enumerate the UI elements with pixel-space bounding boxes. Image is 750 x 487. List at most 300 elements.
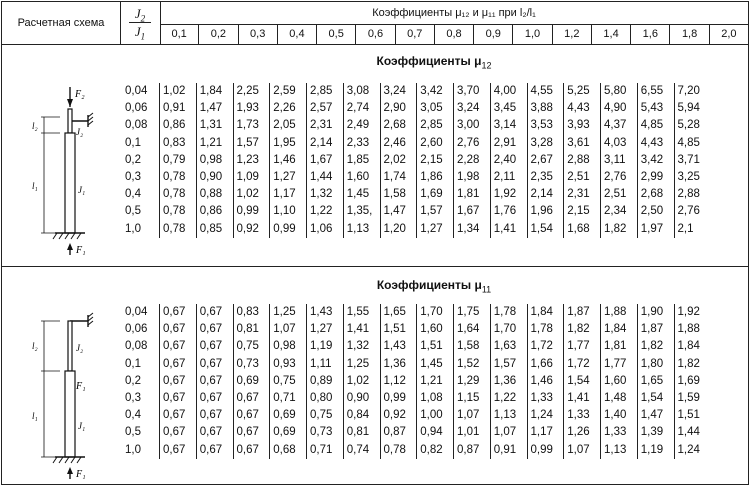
coefficient-cell: 1,96 xyxy=(528,203,565,220)
coefficient-cell: 0,67 xyxy=(160,390,197,407)
coefficient-cell: 1,67 xyxy=(307,152,344,169)
coefficient-cell: 2,34 xyxy=(601,203,638,220)
coefficient-cell: 0,75 xyxy=(307,407,344,424)
table-row xyxy=(120,117,748,134)
stiffness-ratio-cell: 0,4 xyxy=(120,407,160,424)
coefficient-cell: 0,67 xyxy=(160,424,197,441)
coefficient-cell: 5,94 xyxy=(677,102,700,115)
coefficient-cell: 2,51 xyxy=(564,169,601,186)
coefficient-cell: 0,78 xyxy=(160,221,197,238)
coefficient-cell: 1,41 xyxy=(344,321,381,338)
coefficient-cell: 1,35, xyxy=(344,203,381,220)
stiffness-ratio-cell: 0,2 xyxy=(120,373,160,390)
coefficient-cell: 1,95 xyxy=(270,135,307,152)
coefficient-cell: 1,41 xyxy=(564,390,601,407)
coefficient-cell: 2,76 xyxy=(601,169,638,186)
coefficient-cell: 2,57 xyxy=(307,100,344,117)
schema-column-header: Расчетная схема xyxy=(2,2,121,44)
arrowhead-icon xyxy=(67,99,73,107)
coefficient-cell: 0,71 xyxy=(270,390,307,407)
coefficient-cell: 0,67 xyxy=(197,338,234,355)
coefficient-cell: 1,54 xyxy=(638,390,675,407)
J2-label: J₂ xyxy=(76,343,84,353)
coefficient-cell: 0,67 xyxy=(234,390,271,407)
l2-label: l₂ xyxy=(32,341,38,351)
coefficient-cell: 1,68 xyxy=(564,221,601,238)
coefficient-cell: 0,91 xyxy=(491,442,528,459)
coefficient-cell: 1,58 xyxy=(381,186,418,203)
coefficient-cell: 1,09 xyxy=(234,169,271,186)
coefficient-cell: 7,20 xyxy=(677,85,700,97)
coefficient-cell: 6,55 xyxy=(638,83,675,100)
coefficient-cell: 1,07 xyxy=(454,407,491,424)
coefficient-cell: 1,43 xyxy=(381,338,418,355)
coefficient-cell: 1,97 xyxy=(638,221,675,238)
upper-column xyxy=(68,109,72,133)
coefficient-cell: 1,27 xyxy=(270,169,307,186)
stiffness-ratio-cell: 0,3 xyxy=(120,390,160,407)
coefficient-cell: 0,92 xyxy=(234,221,271,238)
coefficient-cell: 0,99 xyxy=(381,390,418,407)
coefficient-cell: 2,74 xyxy=(344,100,381,117)
upper-column xyxy=(68,321,72,371)
coefficient-cell: 1,31 xyxy=(197,117,234,134)
coefficient-cell: 1,82 xyxy=(638,338,675,355)
coefficient-cell: 0,73 xyxy=(234,356,271,373)
coefficient-cell: 0,78 xyxy=(160,203,197,220)
coefficient-cell: 1,36 xyxy=(381,356,418,373)
coefficient-cell: 0,87 xyxy=(454,442,491,459)
table-row xyxy=(120,390,748,407)
coefficient-cell: 1,46 xyxy=(528,373,565,390)
coefficient-cell: 4,37 xyxy=(601,117,638,134)
coefficient-cell: 1,54 xyxy=(528,221,565,238)
coefficient-cell: 1,87 xyxy=(564,304,601,321)
ratio-numerator: $J_2$ xyxy=(134,6,146,24)
coefficient-cell: 0,86 xyxy=(160,117,197,134)
coefficient-cell: 2,1 xyxy=(677,222,694,235)
coefficient-cell: 2,85 xyxy=(417,117,454,134)
coefficient-cell: 1,34 xyxy=(454,221,491,238)
coefficient-cell: 0,83 xyxy=(160,135,197,152)
coefficient-cell: 1,47 xyxy=(197,100,234,117)
coefficient-cell: 1,63 xyxy=(491,338,528,355)
coefficient-cell: 2,14 xyxy=(307,135,344,152)
l1-label: l₁ xyxy=(32,411,38,421)
coefficient-cell: 4,85 xyxy=(638,117,675,134)
ratio-denominator: $J_1$ xyxy=(134,24,146,42)
coefficient-cell: 1,65 xyxy=(381,304,418,321)
arrowhead-icon xyxy=(67,243,73,250)
coefficient-cell: 1,44 xyxy=(307,169,344,186)
coefficient-cell: 2,88 xyxy=(677,188,700,201)
stiffness-ratio-header xyxy=(120,2,161,44)
coefficient-cell: 2,26 xyxy=(270,100,307,117)
coefficient-cell: 1,69 xyxy=(677,374,700,387)
coefficient-cell: 1,22 xyxy=(491,390,528,407)
coefficient-cell: 3,25 xyxy=(677,170,700,183)
coefficient-cell: 1,84 xyxy=(601,321,638,338)
coefficient-cell: 0,88 xyxy=(197,186,234,203)
coefficient-cell: 1,82 xyxy=(677,357,700,370)
length-ratio-header-cell: 0,3 xyxy=(239,24,278,44)
coefficient-cell: 0,67 xyxy=(234,407,271,424)
table-row xyxy=(120,100,748,117)
coefficient-cell: 0,67 xyxy=(234,424,271,441)
coefficient-cell: 1,06 xyxy=(307,221,344,238)
coefficient-cell: 1,67 xyxy=(454,203,491,220)
coefficient-cell: 1,12 xyxy=(381,373,418,390)
coefficient-cell: 0,75 xyxy=(270,373,307,390)
l2-label: l₂ xyxy=(32,121,38,131)
coefficient-cell: 2,99 xyxy=(638,169,675,186)
coefficient-cell: 2,28 xyxy=(454,152,491,169)
stiffness-ratio-cell: 0,04 xyxy=(120,304,160,321)
coefficient-cell: 2,14 xyxy=(528,186,565,203)
coefficient-cell: 1,23 xyxy=(234,152,271,169)
coefficient-cell: 1,84 xyxy=(528,304,565,321)
coefficient-cell: 1,59 xyxy=(677,391,700,404)
coefficient-cell: 0,99 xyxy=(270,221,307,238)
coefficient-cell: 1,51 xyxy=(381,321,418,338)
coefficient-cell: 1,57 xyxy=(234,135,271,152)
coefficient-cell: 4,43 xyxy=(638,135,675,152)
coefficient-cell: 0,67 xyxy=(160,321,197,338)
coefficient-cell: 0,90 xyxy=(197,169,234,186)
coefficient-cell: 1,27 xyxy=(417,221,454,238)
coefficient-cell: 1,85 xyxy=(344,152,381,169)
coefficient-cell: 0,67 xyxy=(197,442,234,459)
coefficient-cell: 0,67 xyxy=(160,442,197,459)
coefficient-cell: 1,08 xyxy=(417,390,454,407)
coefficient-cell: 2,31 xyxy=(307,117,344,134)
coefficient-cell: 2,85 xyxy=(307,83,344,100)
coefficient-cell: 1,24 xyxy=(528,407,565,424)
coefficient-cell: 1,78 xyxy=(528,321,565,338)
coefficient-cell: 1,01 xyxy=(454,424,491,441)
coefficient-cell: 1,45 xyxy=(344,186,381,203)
coefficient-cell: 0,67 xyxy=(234,442,271,459)
coefficient-cell: 1,51 xyxy=(677,409,700,422)
coefficient-cell: 0,69 xyxy=(234,373,271,390)
coefficient-cell: 3,42 xyxy=(638,152,675,169)
coefficient-cell: 1,65 xyxy=(638,373,675,390)
coefficient-cell: 1,74 xyxy=(381,169,418,186)
stiffness-ratio-cell: 0,08 xyxy=(120,338,160,355)
length-ratio-header-cell: 1,4 xyxy=(592,24,631,44)
coefficient-cell: 1,72 xyxy=(528,338,565,355)
coefficient-cell: 1,70 xyxy=(417,304,454,321)
coefficient-cell: 3,93 xyxy=(564,117,601,134)
stiffness-ratio-cell: 0,2 xyxy=(120,152,160,169)
coefficient-cell: 0,84 xyxy=(344,407,381,424)
coefficient-cell: 0,81 xyxy=(234,321,271,338)
coefficient-cell: 1,75 xyxy=(454,304,491,321)
coefficient-cell: 1,76 xyxy=(491,203,528,220)
coefficient-cell: 0,67 xyxy=(197,407,234,424)
coefficient-cell: 1,32 xyxy=(307,186,344,203)
coefficient-cell: 2,40 xyxy=(491,152,528,169)
coefficient-cell: 1,77 xyxy=(564,338,601,355)
coefficient-cell: 0,83 xyxy=(234,304,271,321)
stiffness-ratio-cell: 0,5 xyxy=(120,203,160,220)
coefficient-cell: 1,98 xyxy=(454,169,491,186)
table-row xyxy=(120,221,748,238)
coefficient-cell: 1,15 xyxy=(454,390,491,407)
coefficient-cell: 2,05 xyxy=(270,117,307,134)
coefficient-cell: 0,86 xyxy=(197,203,234,220)
coefficient-cell: 1,33 xyxy=(528,390,565,407)
coefficient-cell: 3,88 xyxy=(528,100,565,117)
coefficient-cell: 1,07 xyxy=(491,424,528,441)
coefficient-cell: 0,92 xyxy=(381,407,418,424)
coefficient-cell: 0,81 xyxy=(344,424,381,441)
coefficient-cell: 0,67 xyxy=(160,356,197,373)
coefficient-cell: 2,51 xyxy=(601,186,638,203)
coefficient-cell: 0,67 xyxy=(160,338,197,355)
coefficient-cell: 3,05 xyxy=(417,100,454,117)
stiffness-ratio-cell: 1,0 xyxy=(120,221,160,238)
coefficient-cell: 0,99 xyxy=(528,442,565,459)
coefficient-cell: 0,91 xyxy=(160,100,197,117)
coefficient-cell: 1,44 xyxy=(677,426,700,439)
coefficient-cell: 0,67 xyxy=(160,373,197,390)
coefficient-cell: 2,11 xyxy=(491,169,528,186)
scheme-diagram-mu11 xyxy=(20,309,100,479)
coefficient-cell: 1,17 xyxy=(270,186,307,203)
length-ratio-header-cell: 1,8 xyxy=(670,24,709,44)
coefficient-cell: 0,99 xyxy=(234,203,271,220)
coefficient-cell: 2,91 xyxy=(491,135,528,152)
table-row xyxy=(120,424,748,441)
coefficient-cell: 1,46 xyxy=(270,152,307,169)
coefficient-cell: 1,84 xyxy=(197,83,234,100)
coefficient-cell: 1,84 xyxy=(677,340,700,353)
table-row xyxy=(120,304,748,321)
coefficient-cell: 0,94 xyxy=(417,424,454,441)
table-row xyxy=(120,186,748,203)
coefficient-cell: 1,57 xyxy=(491,356,528,373)
coefficient-cell: 3,14 xyxy=(491,117,528,134)
coefficient-cell: 2,49 xyxy=(344,117,381,134)
coefficient-cell: 1,60 xyxy=(344,169,381,186)
coefficient-cell: 1,57 xyxy=(417,203,454,220)
coefficient-cell: 0,67 xyxy=(197,304,234,321)
stiffness-ratio-cell: 0,08 xyxy=(120,117,160,134)
J2-label: J₂ xyxy=(76,127,84,137)
coefficient-cell: 2,76 xyxy=(454,135,491,152)
coefficient-cell: 0,68 xyxy=(270,442,307,459)
coefficient-cell: 1,19 xyxy=(307,338,344,355)
load-label-mid: F₁ xyxy=(76,381,86,392)
coefficient-cell: 1,19 xyxy=(638,442,675,459)
coefficient-cell: 1,64 xyxy=(454,321,491,338)
table-header xyxy=(2,2,748,45)
stiffness-ratio-cell: 0,06 xyxy=(120,100,160,117)
coefficient-cell: 1,77 xyxy=(601,356,638,373)
coefficient-cell: 1,39 xyxy=(638,424,675,441)
mu12-values-grid xyxy=(120,83,748,238)
coefficient-cell: 4,43 xyxy=(564,100,601,117)
coefficient-cell: 1,80 xyxy=(638,356,675,373)
table-row xyxy=(120,83,748,100)
coefficient-cell: 0,89 xyxy=(307,373,344,390)
coefficient-cell: 1,55 xyxy=(344,304,381,321)
coefficient-cell: 0,93 xyxy=(270,356,307,373)
coefficient-cell: 0,75 xyxy=(234,338,271,355)
coefficient-cell: 1,47 xyxy=(638,407,675,424)
coefficient-cell: 1,29 xyxy=(454,373,491,390)
coefficient-cell: 1,51 xyxy=(417,338,454,355)
coefficient-cell: 3,71 xyxy=(677,153,700,166)
coefficient-cell: 1,47 xyxy=(381,203,418,220)
coefficient-cell: 2,67 xyxy=(528,152,565,169)
coefficient-cell: 1,52 xyxy=(454,356,491,373)
coefficient-cell: 1,81 xyxy=(601,338,638,355)
table-row xyxy=(120,373,748,390)
table-row xyxy=(120,321,748,338)
coefficient-cell: 2,76 xyxy=(677,205,700,218)
coefficient-cell: 1,25 xyxy=(270,304,307,321)
J1-label: J₁ xyxy=(78,421,86,431)
coefficient-cell: 1,21 xyxy=(197,135,234,152)
coefficient-cell: 1,40 xyxy=(601,407,638,424)
coefficient-cell: 3,70 xyxy=(454,83,491,100)
stiffness-ratio-cell: 0,3 xyxy=(120,169,160,186)
coefficient-cell: 2,31 xyxy=(564,186,601,203)
coefficient-cell: 5,25 xyxy=(564,83,601,100)
length-ratio-header-cell: 1,2 xyxy=(553,24,592,44)
column-scheme-svg xyxy=(20,85,100,255)
coefficient-cell: 1,81 xyxy=(454,186,491,203)
coefficient-cell: 1,02 xyxy=(344,373,381,390)
coefficient-cell: 1,22 xyxy=(307,203,344,220)
coefficient-cell: 1,66 xyxy=(528,356,565,373)
coefficient-cell: 1,07 xyxy=(270,321,307,338)
J1-label: J₁ xyxy=(78,185,86,195)
coefficient-cell: 2,25 xyxy=(234,83,271,100)
coefficient-cell: 3,53 xyxy=(528,117,565,134)
coefficient-cell: 0,67 xyxy=(197,321,234,338)
coefficient-cell: 0,87 xyxy=(381,424,418,441)
stiffness-ratio-cell: 0,1 xyxy=(120,135,160,152)
coefficient-cell: 3,11 xyxy=(601,152,638,169)
coefficient-cell: 5,28 xyxy=(677,119,700,132)
length-ratio-header-cell: 1,6 xyxy=(631,24,670,44)
fraction-bar xyxy=(129,22,151,23)
coefficient-cell: 1,60 xyxy=(417,321,454,338)
stiffness-ratio-cell: 0,5 xyxy=(120,424,160,441)
coefficient-cell: 2,60 xyxy=(417,135,454,152)
table-row xyxy=(120,203,748,220)
table-row xyxy=(120,169,748,186)
coefficient-cell: 0,79 xyxy=(160,152,197,169)
coefficient-cell: 1,25 xyxy=(344,356,381,373)
coefficient-cell: 3,42 xyxy=(417,83,454,100)
coefficient-cell: 3,24 xyxy=(381,83,418,100)
coefficient-cell: 1,27 xyxy=(307,321,344,338)
coefficient-cell: 3,24 xyxy=(454,100,491,117)
coefficient-cell: 1,33 xyxy=(601,424,638,441)
coefficient-cell: 0,98 xyxy=(270,338,307,355)
coefficient-cell: 1,48 xyxy=(601,390,638,407)
length-ratio-header-cell: 0,9 xyxy=(474,24,513,44)
coefficient-cell: 2,15 xyxy=(564,203,601,220)
coefficient-cell: 0,67 xyxy=(160,407,197,424)
coefficient-cell: 1,82 xyxy=(601,221,638,238)
coefficient-cell: 1,92 xyxy=(491,186,528,203)
coefficient-cell: 1,24 xyxy=(677,443,700,456)
coefficient-table xyxy=(1,1,749,485)
arrowhead-icon xyxy=(67,467,73,474)
mu11-values-grid xyxy=(120,304,748,459)
coefficient-cell: 4,03 xyxy=(601,135,638,152)
coefficient-cell: 1,87 xyxy=(638,321,675,338)
coefficient-cell: 1,78 xyxy=(491,304,528,321)
coefficient-cell: 1,82 xyxy=(564,321,601,338)
coefficient-cell: 2,33 xyxy=(344,135,381,152)
coefficient-cell: 4,90 xyxy=(601,100,638,117)
length-ratio-header-cell: 0,5 xyxy=(317,24,356,44)
scheme-diagram-mu12 xyxy=(20,85,100,255)
table-row xyxy=(120,407,748,424)
table-row xyxy=(120,442,748,459)
coefficient-cell: 4,00 xyxy=(491,83,528,100)
coefficient-cell: 2,68 xyxy=(381,117,418,134)
coefficient-cell: 0,90 xyxy=(344,390,381,407)
stiffness-ratio-cell: 0,06 xyxy=(120,321,160,338)
stiffness-ratio-cell: 0,04 xyxy=(120,83,160,100)
coefficient-cell: 2,88 xyxy=(564,152,601,169)
coefficient-cell: 0,85 xyxy=(197,221,234,238)
coefficient-cell: 2,90 xyxy=(381,100,418,117)
coefficient-cell: 1,41 xyxy=(491,221,528,238)
stiffness-ratio-cell: 0,1 xyxy=(120,356,160,373)
coefficient-cell: 5,43 xyxy=(638,100,675,117)
coefficient-cell: 3,08 xyxy=(344,83,381,100)
coefficient-cell: 0,67 xyxy=(197,424,234,441)
coefficient-cell: 1,86 xyxy=(417,169,454,186)
coefficient-cell: 0,69 xyxy=(270,424,307,441)
coefficient-cell: 1,13 xyxy=(491,407,528,424)
lower-column xyxy=(65,133,75,233)
coefficient-cell: 0,73 xyxy=(307,424,344,441)
coefficient-cell: 2,02 xyxy=(381,152,418,169)
coefficient-cell: 1,54 xyxy=(564,373,601,390)
coefficient-cell: 1,45 xyxy=(417,356,454,373)
section-mu12 xyxy=(2,45,748,267)
coefficient-cell: 1,43 xyxy=(307,304,344,321)
section-title: Коэффициенты $\mu_{11}$ xyxy=(376,278,492,295)
length-ratio-header-cell: 0,1 xyxy=(160,24,199,44)
coefficient-cell: 0,67 xyxy=(160,304,197,321)
coefficient-cell: 3,45 xyxy=(491,100,528,117)
length-ratio-header-cell: 0,7 xyxy=(396,24,435,44)
coefficient-cell: 1,69 xyxy=(417,186,454,203)
stiffness-ratio-cell: 1,0 xyxy=(120,442,160,459)
length-ratio-header-cell: 0,8 xyxy=(435,24,474,44)
table-row xyxy=(120,152,748,169)
coefficient-cell: 0,69 xyxy=(270,407,307,424)
coefficient-cell: 1,93 xyxy=(234,100,271,117)
coefficient-cell: 1,07 xyxy=(564,442,601,459)
coefficient-cell: 0,78 xyxy=(381,442,418,459)
length-ratio-header-row xyxy=(160,24,748,44)
table-row xyxy=(120,356,748,373)
coefficient-cell: 1,90 xyxy=(638,304,675,321)
coefficient-cell: 1,21 xyxy=(417,373,454,390)
length-ratio-header-cell: 0,4 xyxy=(278,24,317,44)
